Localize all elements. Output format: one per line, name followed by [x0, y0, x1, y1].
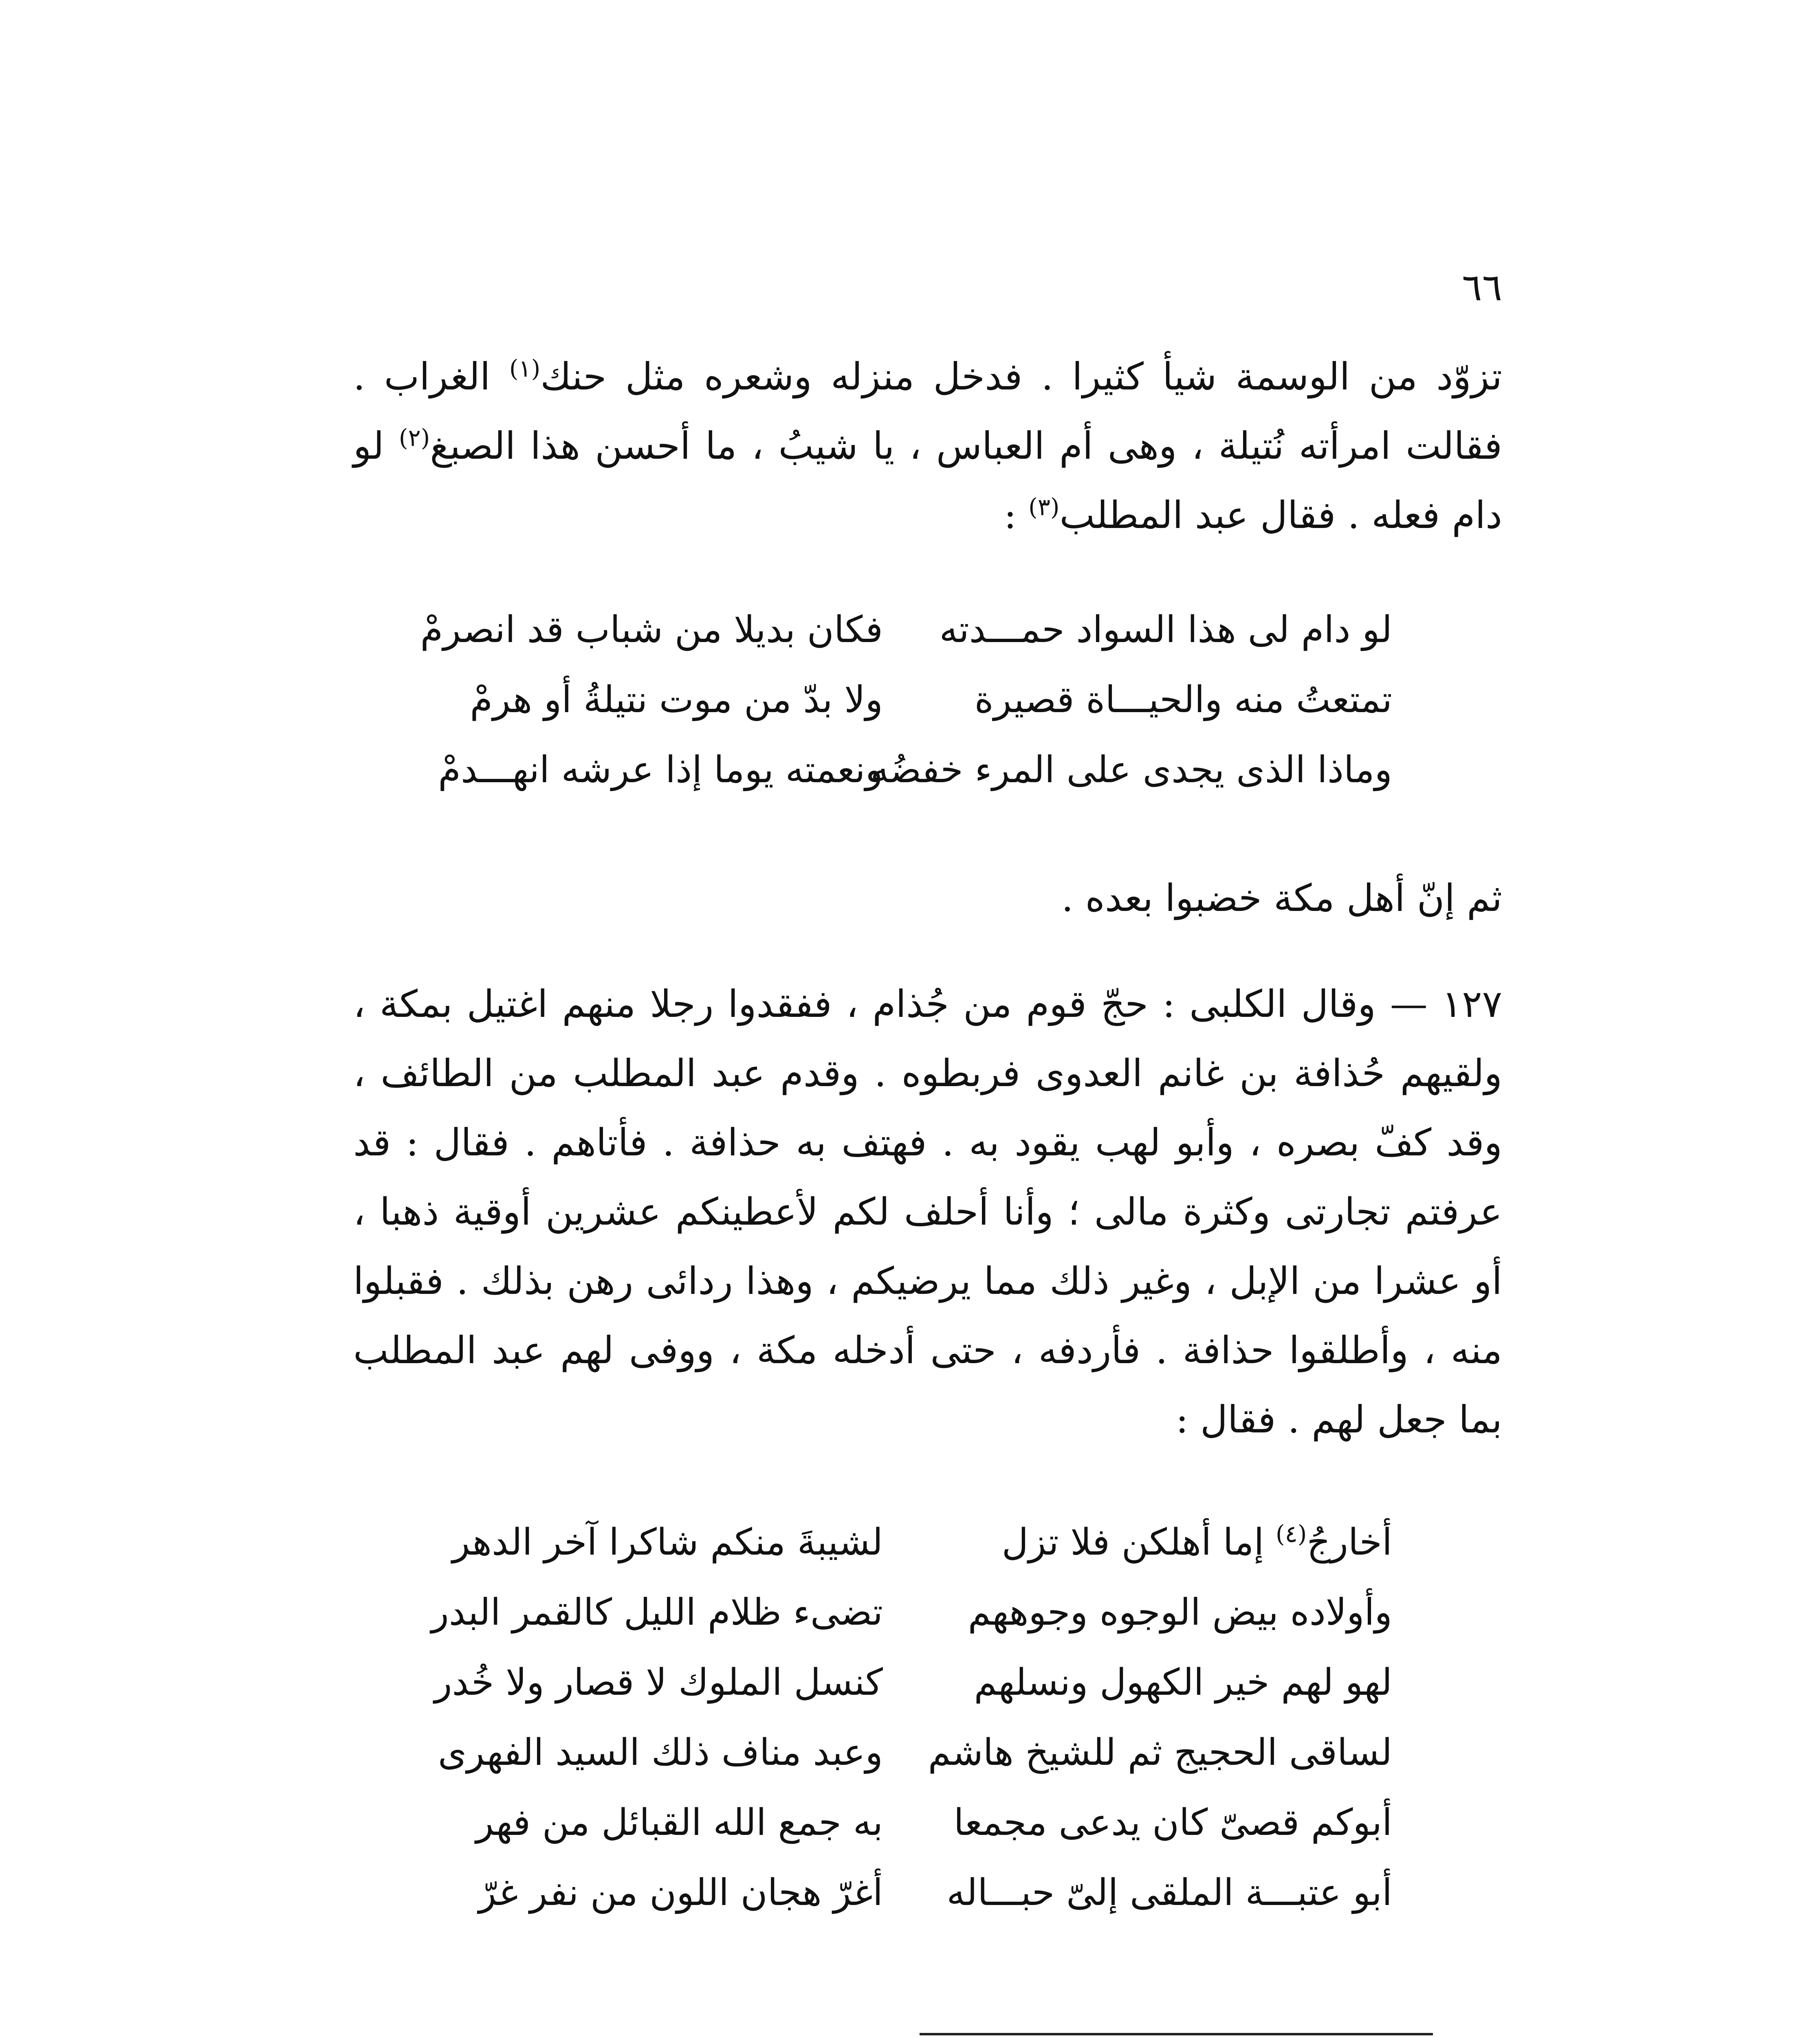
paragraph-1 [353, 342, 1502, 550]
poem-2-verse [414, 1507, 1392, 1577]
poem-1-verse [414, 665, 1392, 735]
verse-second-half: تضىء ظلام الليل كالقمر البدر [431, 1591, 883, 1634]
verse-second-half: فكان بديلا من شباب قد انصرمْ [420, 608, 883, 651]
poem-2-verse [414, 1788, 1392, 1858]
verse-first-half: لهو لهم خير الكهول ونسلهم [974, 1661, 1392, 1704]
verse-second-half: ونعمته يوما إذا عرشه انهـــدمْ [438, 748, 883, 791]
verse-second-half: أغرّ هجان اللون من نفر غرّ [478, 1871, 883, 1914]
poem-2-verse [414, 1718, 1392, 1788]
verse-first-half: وأولاده بيض الوجوه وجوههم [968, 1591, 1392, 1634]
verse-second-half: ولا بدّ من موت نتيلةُ أو هرمْ [470, 678, 883, 721]
verse-first-half: أخارجُ$^{(٤)}$ إما أهلكن فلا تزل [1001, 1520, 1392, 1564]
footnote-ref-1: (١) [509, 354, 541, 383]
paragraph-2-text: ثم إنّ أهل مكة خضبوا بعده . [1061, 876, 1502, 920]
footnote-ref-2: (٢) [398, 424, 430, 452]
paragraph-1-text: تزوّد من الوسمة شيأ كثيرا . فدخل منزله وشعره مثل حنك$^{(١)}$ الغراب . فقالت امرأته نُتيلة ، وهى أم العباس ، يا شيبُ ، ما أحسن هذا الصبغ$^{(٢)}$ لو دام فعله . فقال عبد المطلب$^{(٣)}$ : [353, 354, 1502, 537]
poem-2 [414, 1507, 1392, 1928]
poem-1-verse [414, 595, 1392, 665]
poem-2-verse [414, 1858, 1392, 1928]
poem-2-verse [414, 1648, 1392, 1718]
verse-first-half: وماذا الذى يجدى على المرء خفضُه [870, 748, 1392, 791]
verse-first-half: أبو عتبـــة الملقى إلىّ حبـــاله [946, 1871, 1392, 1914]
verse-first-half: لساقى الحجيج ثم للشيخ هاشم [928, 1731, 1392, 1774]
poem-1 [414, 595, 1392, 805]
poem-1-verse [414, 735, 1392, 805]
verse-second-half: كنسل الملوك لا قصار ولا خُدر [434, 1661, 883, 1704]
verse-second-half: لشيبةَ منكم شاكرا آخر الدهر [452, 1521, 883, 1564]
paragraph-3 [353, 970, 1502, 1454]
verse-first-half: لو دام لى هذا السواد حمـــدته [939, 608, 1392, 651]
footnote-ref-3: (٣) [1028, 493, 1060, 521]
footnote-ref-4: (٤) [1275, 1520, 1307, 1548]
verse-first-half: تمتعتُ منه والحيـــاة قصيرة [974, 678, 1392, 721]
verse-first-half: أبوكم قصىّ كان يدعى مجمعا [953, 1801, 1392, 1844]
verse-second-half: به جمع الله القبائل من فهر [475, 1801, 883, 1844]
paragraph-3-text: ١٢٧ — وقال الكلبى : حجّ قوم من جُذام ، ففقدوا رجلا منهم اغتيل بمكة ، ولقيهم حُذافة بن غانم العدوى فربطوه . وقدم عبد المطلب من الطائف ، وقد كفّ بصره ، وأبو لهب يقود به . فهتف به حذافة . فأتاهم . فقال : قد عرفتم تجارتى وكثرة مالى ؛ وأنا أحلف لكم لأعطينكم عشرين أوقية ذهبا ، أو عشرا من الإبل ، وغير ذلك مما يرضيكم ، وهذا ردائى رهن بذلك . فقبلوا منه ، وأطلقوا حذافة . فأردفه ، حتى أدخله مكة ، ووفى لهم عبد المطلب بما جعل لهم . فقال : [353, 982, 1502, 1441]
page-number: ٦٦ [1462, 266, 1502, 309]
verse-second-half: وعبد مناف ذلك السيد الفهرى [438, 1731, 883, 1774]
paragraph-2 [353, 864, 1502, 933]
poem-2-verse [414, 1577, 1392, 1648]
footnote-divider [920, 2033, 1433, 2035]
